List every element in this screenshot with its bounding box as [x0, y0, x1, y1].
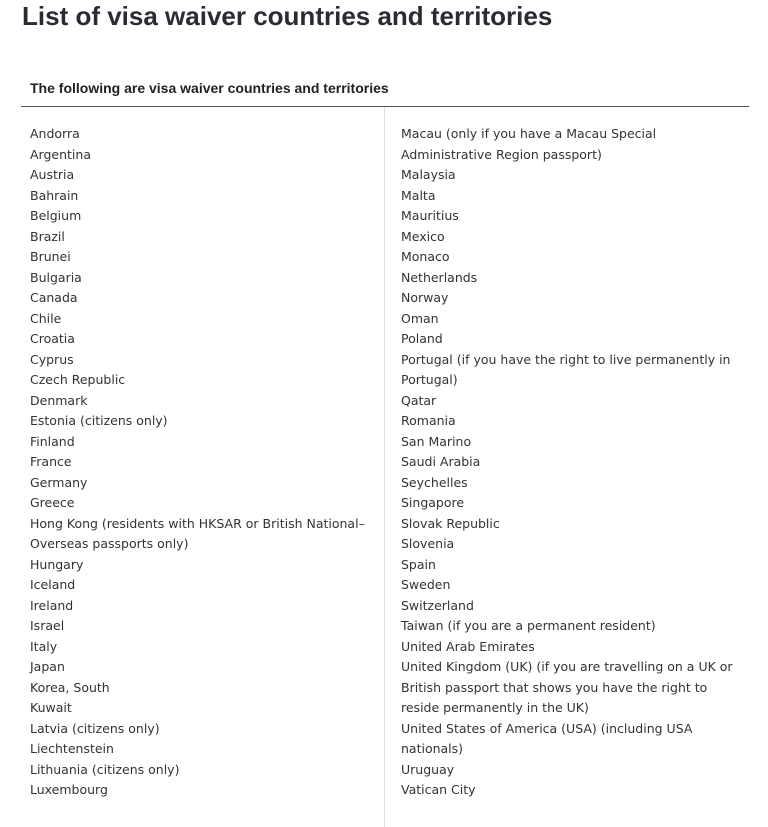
country-list-item: Monaco [401, 249, 450, 264]
page-title: List of visa waiver countries and territories [22, 1, 553, 31]
left-country-column [30, 124, 375, 801]
country-list-item: Denmark [30, 392, 88, 408]
country-list-item: Brunei [30, 249, 71, 264]
country-list-item: Bulgaria [30, 269, 82, 285]
country-list-item: Norway [401, 290, 449, 305]
country-list-item: Switzerland [401, 597, 474, 613]
country-list-item: San Marino [401, 433, 472, 449]
country-list-item: Korea, South [30, 679, 110, 695]
country-list-item: Iceland [30, 577, 76, 592]
country-list-item: Austria [30, 167, 75, 182]
country-list-item: Taiwan (if you are a permanent resident) [401, 618, 656, 633]
country-list-item: Mexico [401, 228, 445, 244]
country-list-item: United Arab Emirates [401, 638, 535, 654]
country-list-item: United States of America (USA) (including USA nationals) [401, 720, 693, 756]
country-list-item: Israel [30, 618, 65, 633]
country-list-item: Singapore [401, 495, 465, 510]
country-list-item: Romania [401, 413, 456, 428]
country-list-item: Belgium [30, 208, 82, 223]
country-list-item: Spain [401, 556, 436, 572]
column-divider [384, 107, 385, 827]
country-list-item: Canada [30, 290, 78, 305]
country-list-item: Cyprus [30, 351, 74, 367]
country-list-item: Portugal (if you have the right to live permanently in Portugal) [401, 351, 731, 387]
country-list-item: Japan [30, 659, 65, 674]
country-list-item: Uruguay [401, 761, 455, 777]
country-list-item: United Kingdom (UK) (if you are travelling on a UK or British passport that shows you have the right to reside permanently in the UK) [401, 659, 733, 715]
country-list-item: Liechtenstein [30, 741, 114, 756]
country-list-item: Qatar [401, 392, 437, 408]
country-list-item: Finland [30, 433, 75, 449]
country-list-item: Lithuania (citizens only) [30, 761, 180, 777]
country-list-item: Mauritius [401, 208, 459, 223]
country-list-item: Netherlands [401, 269, 478, 285]
country-list-item: Latvia (citizens only) [30, 720, 160, 736]
right-country-column [401, 124, 746, 801]
country-list-item: Luxembourg [30, 782, 108, 797]
country-list-item: Oman [401, 310, 439, 326]
country-list-item: Ireland [30, 597, 74, 613]
country-list-item: France [30, 454, 72, 469]
country-list-item: Estonia (citizens only) [30, 413, 168, 428]
visa-waiver-table [21, 74, 749, 827]
country-list-item: Brazil [30, 228, 65, 244]
country-list-item: Germany [30, 474, 88, 490]
country-list-item: Hungary [30, 556, 84, 572]
country-list-item: Czech Republic [30, 372, 126, 387]
country-list-item: Vatican City [401, 782, 476, 797]
country-list-item: Hong Kong (residents with HKSAR or British National–Overseas passports only) [30, 515, 365, 551]
country-list-item: Sweden [401, 577, 451, 592]
country-list-item: Slovenia [401, 536, 455, 551]
country-list-item: Poland [401, 331, 443, 346]
country-list-item: Kuwait [30, 700, 72, 715]
country-list-item: Saudi Arabia [401, 454, 481, 469]
country-list-item: Malta [401, 187, 436, 203]
country-list-item: Argentina [30, 146, 91, 162]
country-list-item: Chile [30, 310, 62, 326]
country-list-item: Greece [30, 495, 75, 510]
country-list-item: Macau (only if you have a Macau Special Administrative Region passport) [401, 126, 657, 162]
country-list-item: Seychelles [401, 474, 468, 490]
country-list-item: Andorra [30, 126, 80, 141]
country-list-item: Italy [30, 638, 58, 654]
country-list-item: Croatia [30, 331, 75, 346]
table-caption: The following are visa waiver countries and territories [21, 74, 749, 107]
country-list-item: Bahrain [30, 187, 79, 203]
table-body [21, 107, 749, 827]
country-list-item: Slovak Republic [401, 515, 500, 531]
country-list-item: Malaysia [401, 167, 456, 182]
